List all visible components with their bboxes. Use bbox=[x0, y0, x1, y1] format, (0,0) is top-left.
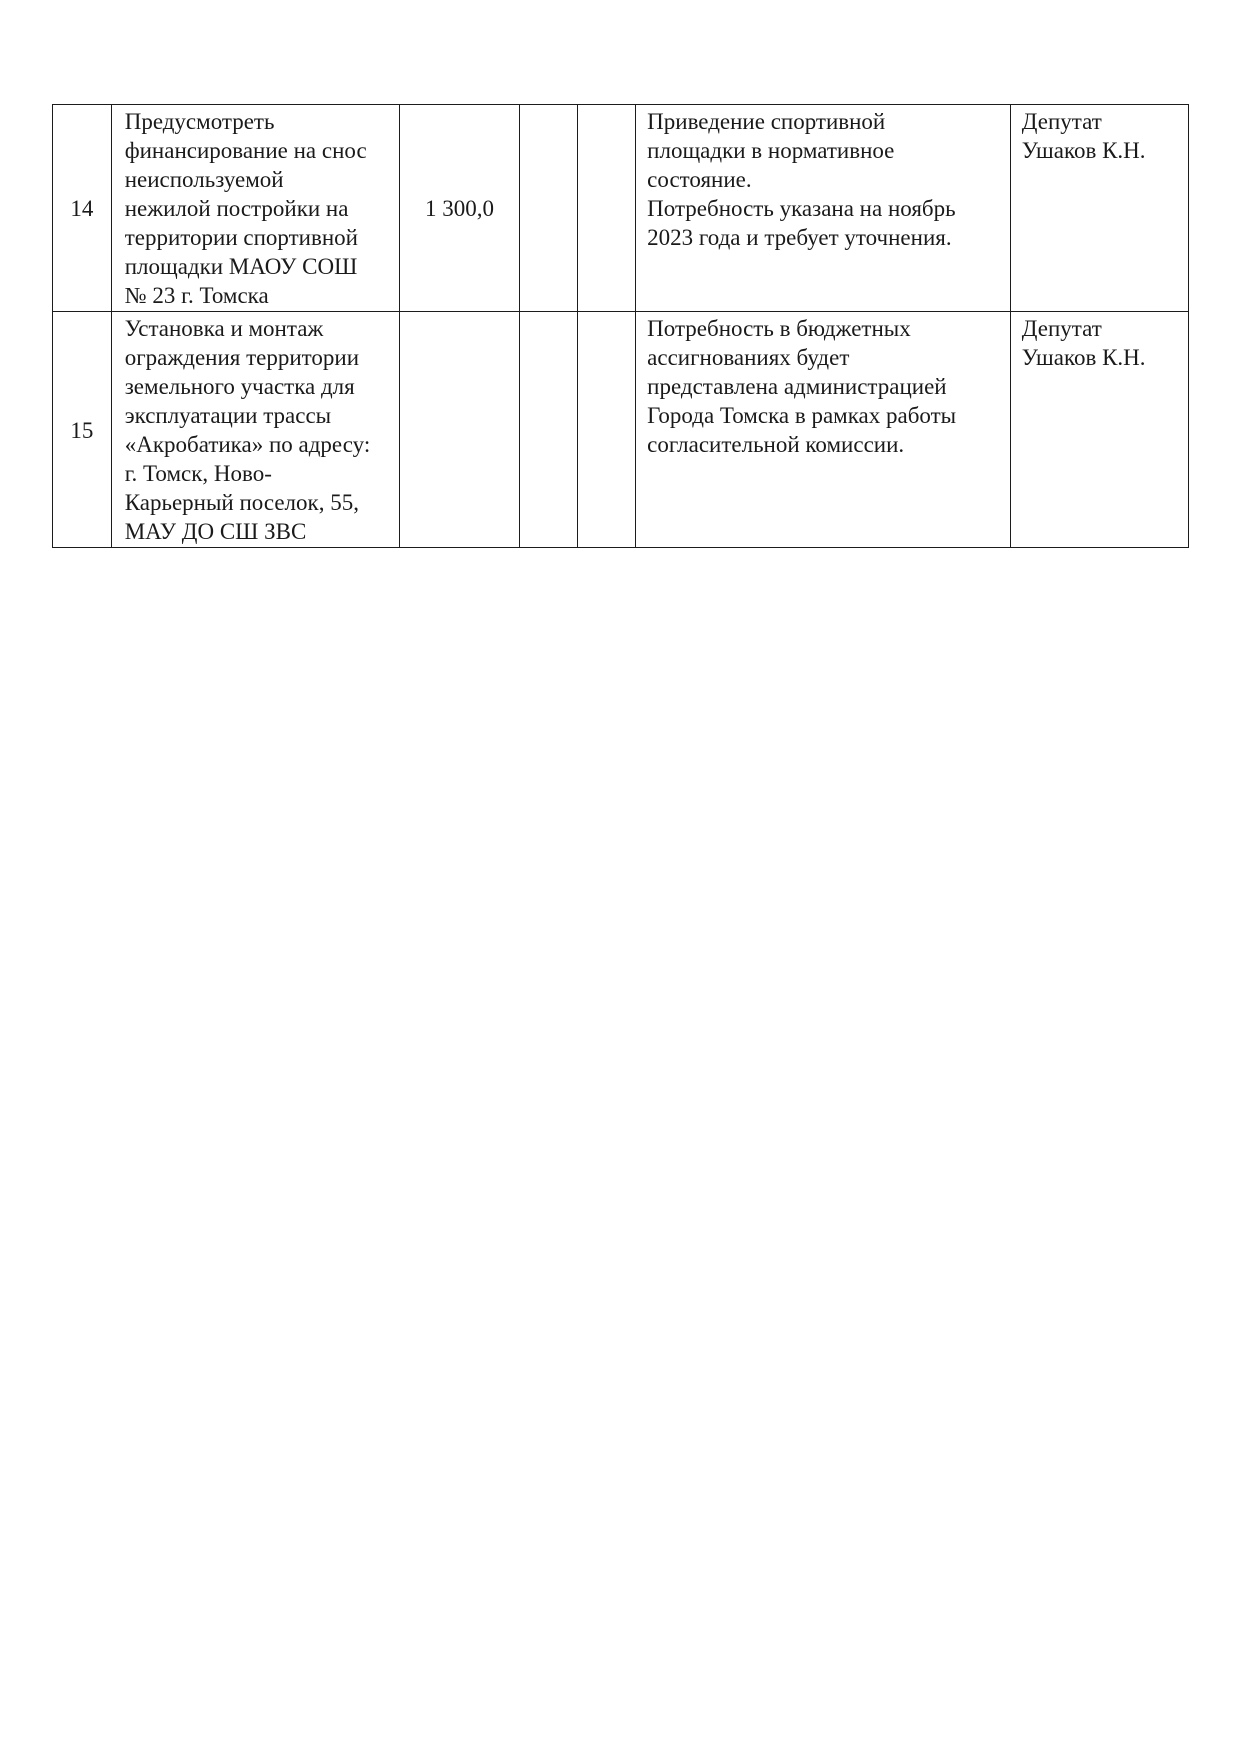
empty-cell bbox=[519, 105, 578, 312]
proposals-table bbox=[52, 104, 1189, 548]
justification-cell: Потребность в бюджетных ассигнованиях будет представлена администрацией Города Томска в рамках работы согласительной комиссии. bbox=[636, 312, 1011, 548]
amount-cell bbox=[400, 312, 519, 548]
empty-cell bbox=[578, 312, 636, 548]
author-cell: Депутат Ушаков К.Н. bbox=[1010, 105, 1188, 312]
empty-cell bbox=[519, 312, 578, 548]
amount-cell: 1 300,0 bbox=[400, 105, 519, 312]
empty-cell bbox=[578, 105, 636, 312]
justification-cell: Приведение спортивной площадки в нормативное состояние. Потребность указана на ноябрь 2023 года и требует уточнения. bbox=[636, 105, 1011, 312]
row-number-cell: 15 bbox=[53, 312, 112, 548]
measure-description-cell: Предусмотреть финансирование на снос неиспользуемой нежилой постройки на территории спортивной площадки МАОУ СОШ № 23 г. Томска bbox=[111, 105, 400, 312]
row-number-cell: 14 bbox=[53, 105, 112, 312]
table-row bbox=[53, 312, 1189, 548]
author-cell: Депутат Ушаков К.Н. bbox=[1010, 312, 1188, 548]
measure-description-cell: Установка и монтаж ограждения территории земельного участка для эксплуатации трассы «Акробатика» по адресу: г. Томск, Ново- Карьерный поселок, 55, МАУ ДО СШ ЗВС bbox=[111, 312, 400, 548]
table-row bbox=[53, 105, 1189, 312]
